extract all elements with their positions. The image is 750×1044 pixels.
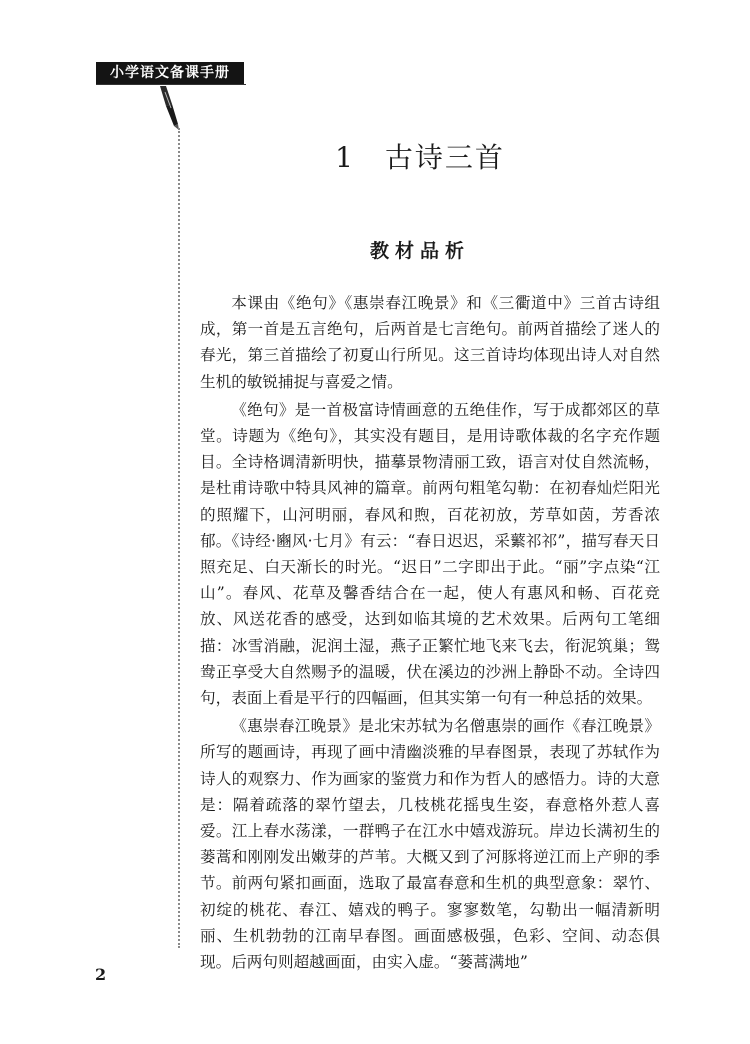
paragraph-2: 《绝句》是一首极富诗情画意的五绝佳作，写于成都郊区的草堂。诗题为《绝句》，其实没有题目，是用诗歌体裁的名字充作题目。全诗格调清新明快，描摹景物清丽工致，语言对仗自然流畅，是杜甫诗歌中特具风神的篇章。前两句粗笔勾勒：在初春灿烂阳光的照耀下，山河明丽，春风和煦，百花初放，芳草如茵，芳香浓郁。《诗经·豳风·七月》有云：“春日迟迟，采蘩祁祁”，描写春天日照充足、白天渐长的时光。“迟日”二字即出于此。“丽”字点染“江山”。春风、花草及馨香结合在一起，使人有惠风和畅、百花竞放、风送花香的感受，达到如临其境的艺术效果。后两句工笔细描：冰雪消融，泥润土湿，燕子正繁忙地飞来飞去，衔泥筑巢；鸳鸯正享受大自然赐予的温暖，伏在溪边的沙洲上静卧不动。全诗四句，表面上看是平行的四幅画，但其实第一句有一种总括的效果。 [200,400,660,708]
paragraph-3: 《惠崇春江晚景》是北宋苏轼为名僧惠崇的画作《春江晚景》所写的题画诗，再现了画中清幽淡雅的早春图景，表现了苏轼作为诗人的观察力、作为画家的鉴赏力和作为哲人的感悟力。诗的大意是：隔着疏落的翠竹望去，几枝桃花摇曳生姿，春意格外惹人喜爱。江上春水荡漾，一群鸭子在江水中嬉戏游玩。岸边长满初生的蒌蒿和刚刚发出嫩芽的芦苇。大概又到了河豚将逆江而上产卵的季节。前两句紧扣画面，选取了最富春意和生机的典型意象：翠竹、初绽的桃花、春江、嬉戏的鸭子。寥寥数笔，勾勒出一幅清新明丽、生机勃勃的江南早春图。画面感极强，色彩、空间、动态俱现。后两句则超越画面，由实入虚。“蒌蒿满地” [200,717,660,972]
page-number: 2 [95,965,107,984]
section-heading: 教材品析 [369,240,470,262]
chapter-title: 1 古诗三首 [335,141,505,174]
body-text [200,290,660,977]
paragraph-1: 本课由《绝句》《惠崇春江晚景》和《三衢道中》三首古诗组成，第一首是五言绝句，后两首是七言绝句。前两首描绘了迷人的春光，第三首描绘了初夏山行所见。这三首诗均体现出诗人对自然生机的敏锐捕捉与喜爱之情。 [200,294,660,391]
book-title-tab: 小学语文备课手册 [96,62,244,84]
pen-icon [152,84,182,132]
